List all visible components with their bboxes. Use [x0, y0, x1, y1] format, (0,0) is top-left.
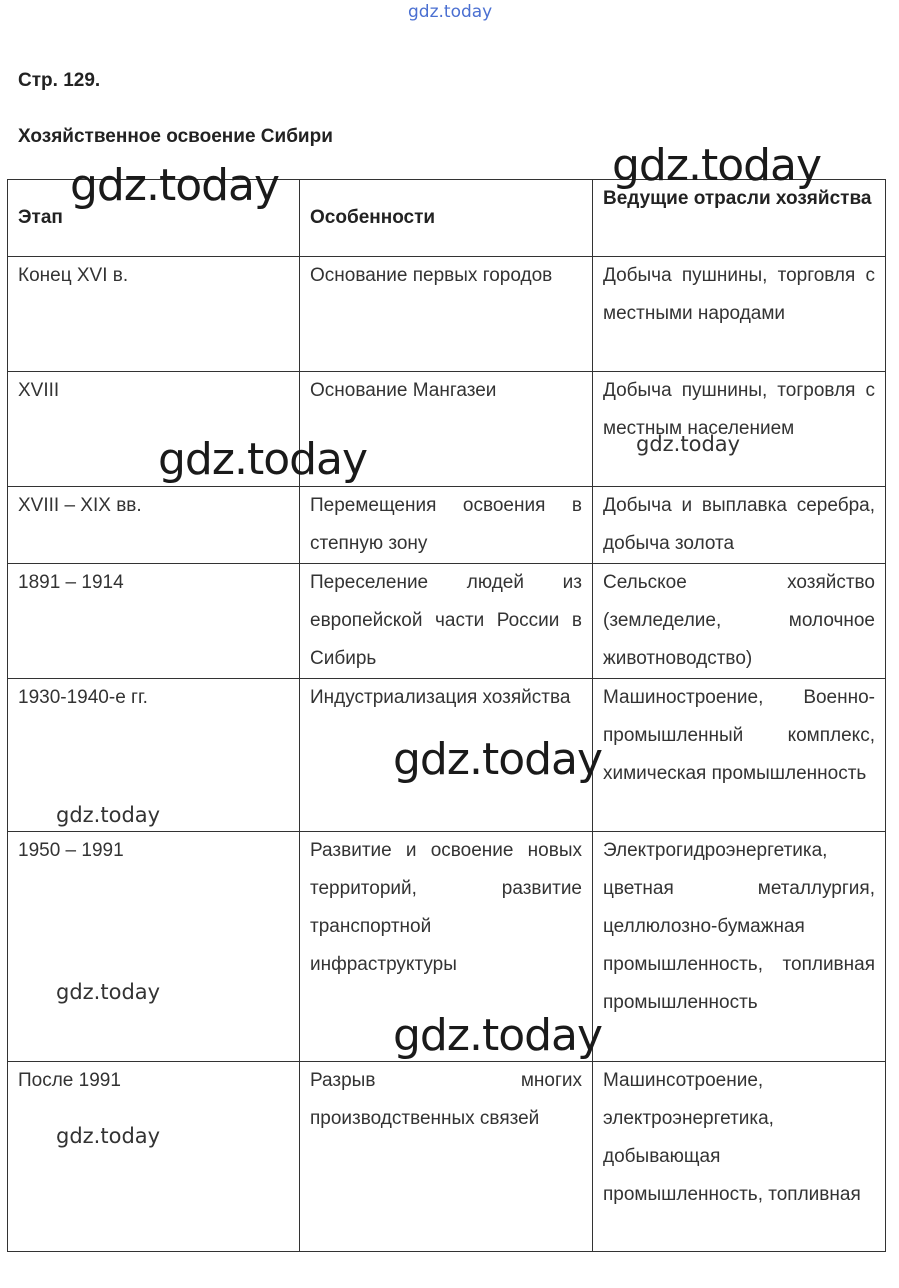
cell-industries: Сельское хозяйство (земледелие, молочное животноводство) — [593, 564, 886, 679]
table-row — [8, 564, 886, 679]
table-row — [8, 257, 886, 372]
cell-stage: После 1991 — [8, 1062, 300, 1252]
watermark: gdz.today — [393, 734, 603, 785]
watermark: gdz.today — [158, 434, 368, 485]
cell-stage: 1930-1940-е гг. — [8, 679, 300, 832]
watermark: gdz.today — [70, 160, 280, 211]
document-title: Хозяйственное освоение Сибири — [18, 126, 333, 147]
table-row — [8, 1062, 886, 1252]
cell-stage: XVIII – XIX вв. — [8, 487, 300, 564]
cell-stage: XVIII — [8, 372, 300, 487]
header-stage: Этап — [8, 180, 300, 257]
table-row — [8, 679, 886, 832]
watermark: gdz.today — [393, 1010, 603, 1061]
cell-industries: Электрогидроэнергетика, цветная металлургия, целлюлозно-бумажная промышленность, топливная промышленность — [593, 832, 886, 1062]
table-header-row — [8, 180, 886, 257]
cell-industries: Добыча пушнины, торговля с местными народами — [593, 257, 886, 372]
development-table — [7, 179, 886, 1252]
watermark: gdz.today — [56, 803, 161, 827]
watermark: gdz.today — [636, 432, 741, 456]
watermark: gdz.today — [612, 140, 822, 191]
cell-features: Развитие и освоение новых территорий, развитие транспортной инфраструктуры — [300, 832, 593, 1062]
watermark: gdz.today — [56, 1124, 161, 1148]
cell-features: Индустриализация хозяйства — [300, 679, 593, 832]
cell-features: Разрыв многих производственных связей — [300, 1062, 593, 1252]
cell-industries: Добыча и выплавка серебра, добыча золота — [593, 487, 886, 564]
table-row — [8, 372, 886, 487]
cell-industries: Машиностроение, Военно-промышленный комплекс, химическая промышленность — [593, 679, 886, 832]
cell-stage: Конец XVI в. — [8, 257, 300, 372]
cell-features: Перемещения освоения в степную зону — [300, 487, 593, 564]
page-label: Стр. 129. — [18, 70, 101, 91]
cell-industries: Добыча пушнины, тогровля с местным населением — [593, 372, 886, 487]
watermark: gdz.today — [56, 980, 161, 1004]
cell-features: Переселение людей из европейской части России в Сибирь — [300, 564, 593, 679]
table-row — [8, 832, 886, 1062]
cell-features: Основание первых городов — [300, 257, 593, 372]
cell-stage: 1950 – 1991 — [8, 832, 300, 1062]
table-row — [8, 487, 886, 564]
cell-stage: 1891 – 1914 — [8, 564, 300, 679]
header-features: Особенности — [300, 180, 593, 257]
cell-features: Основание Мангазеи — [300, 372, 593, 487]
header-industries: Ведущие отрасли хозяйства — [593, 180, 886, 257]
watermark-top: gdz.today — [408, 2, 493, 22]
cell-industries: Машинсотроение, электроэнергетика, добывающая промышленность, топливная — [593, 1062, 886, 1252]
